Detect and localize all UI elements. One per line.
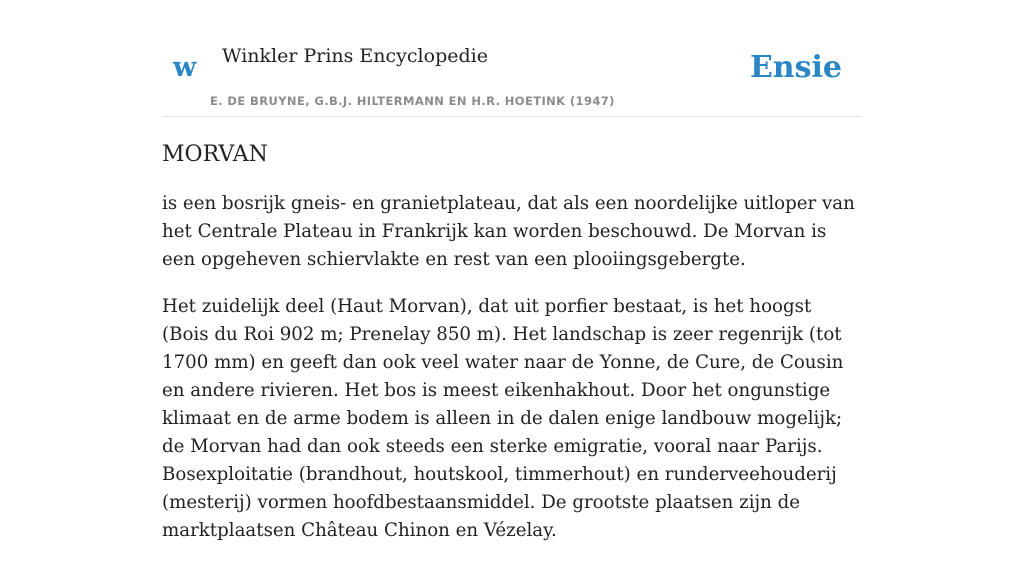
book-title: Winkler Prins Encyclopedie — [222, 45, 488, 67]
article-paragraph: Het zuidelijk deel (Haut Morvan), dat uit porfier bestaat, is het hoogst (Bois du Roi 902 m; Prenelay 850 m). Het landschap is zeer regenrijk (tot 1700 mm) en geeft dan ook veel water naar de Yonne, de Cure, de Cousin en andere rivieren. Het bos is meest eikenhakhout. Door het ongunstige klimaat en de arme bodem is alleen in de dalen enige landbouw mogelijk; de Morvan had dan ook steeds een sterke emigratie, vooral naar Parijs. Bosexploitatie (brandhout, houtskool, timmerhout) en runderveehouderij (mesterij) vormen hoofdbestaansmiddel. De grootste plaatsen zijn de marktplaatsen Château Chinon en Vézelay. — [162, 296, 844, 541]
article — [162, 140, 862, 564]
header — [162, 0, 862, 117]
article-paragraph: is een bosrijk gneis- en granietplateau, dat als een noordelijke uitloper van het Centrale Plateau in Frankrijk kan worden beschouwd. De Morvan is een opgeheven schiervlakte en rest van een plooiingsgebergte. — [162, 193, 855, 270]
authors-line: E. DE BRUYNE, G.B.J. HILTERMANN EN H.R. HOETINK (1947) — [210, 94, 615, 108]
ensie-brand-link[interactable]: Ensie — [749, 50, 842, 85]
publication-logo-link[interactable]: w — [173, 52, 197, 83]
entry-title: MORVAN — [162, 142, 268, 167]
